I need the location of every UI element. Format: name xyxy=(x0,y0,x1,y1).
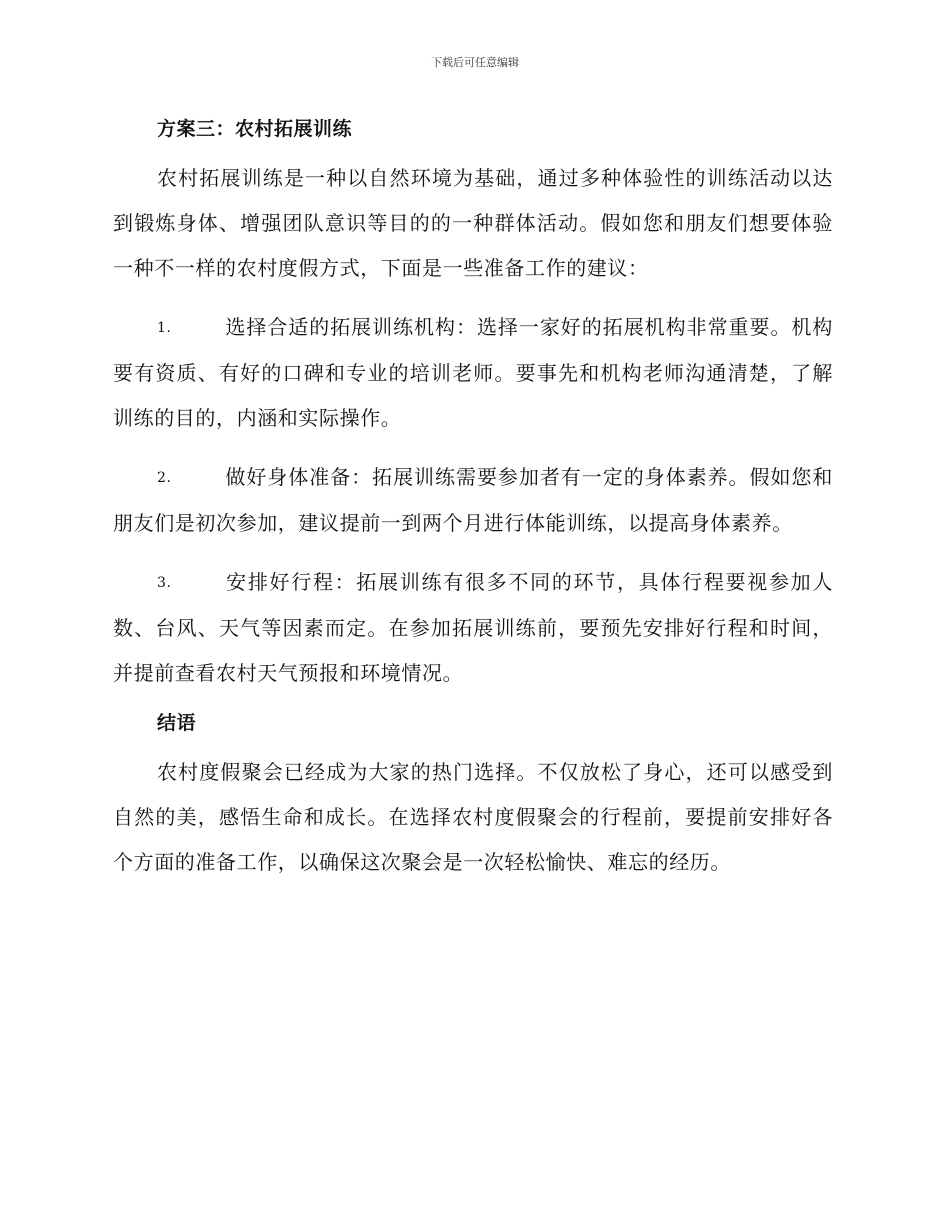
list-item-text: 做好身体准备：拓展训练需要参加者有一定的身体素养。假如您和朋友们是初次参加，建议提前一到两个月进行体能训练，以提高身体素养。 xyxy=(113,465,833,535)
conclusion-title: 结语 xyxy=(157,712,197,734)
list-item xyxy=(113,305,833,441)
list-item-number: 2. xyxy=(157,470,172,486)
list-item-text: 安排好行程：拓展训练有很多不同的环节，具体行程要视参加人数、台风、天气等因素而定。在参加拓展训练前，要预先安排好行程和时间，并提前查看农村天气预报和环境情况。 xyxy=(113,570,833,685)
section-3-title: 方案三：农村拓展训练 xyxy=(157,118,353,140)
list-item-number: 1. xyxy=(157,320,172,336)
document-body xyxy=(113,112,833,885)
header-note: 下载后可任意编辑 xyxy=(431,56,519,69)
conclusion-text: 农村度假聚会已经成为大家的热门选择。不仅放松了身心，还可以感受到自然的美，感悟生命和成长。在选择农村度假聚会的行程前，要提前安排好各个方面的准备工作，以确保这次聚会是一次轻松愉快、难忘的经历。 xyxy=(113,760,833,874)
list-item xyxy=(113,455,833,546)
section-3-intro: 农村拓展训练是一种以自然环境为基础，通过多种体验性的训练活动以达到锻炼身体、增强团队意识等目的的一种群体活动。假如您和朋友们想要体验一种不一样的农村度假方式，下面是一些准备工作的建议： xyxy=(113,166,833,280)
list-item-text: 选择合适的拓展训练机构：选择一家好的拓展机构非常重要。机构要有资质、有好的口碑和专业的培训老师。要事先和机构老师沟通清楚，了解训练的目的，内涵和实际操作。 xyxy=(113,315,833,430)
list-item xyxy=(113,560,833,696)
list-item-number: 3. xyxy=(157,575,172,591)
